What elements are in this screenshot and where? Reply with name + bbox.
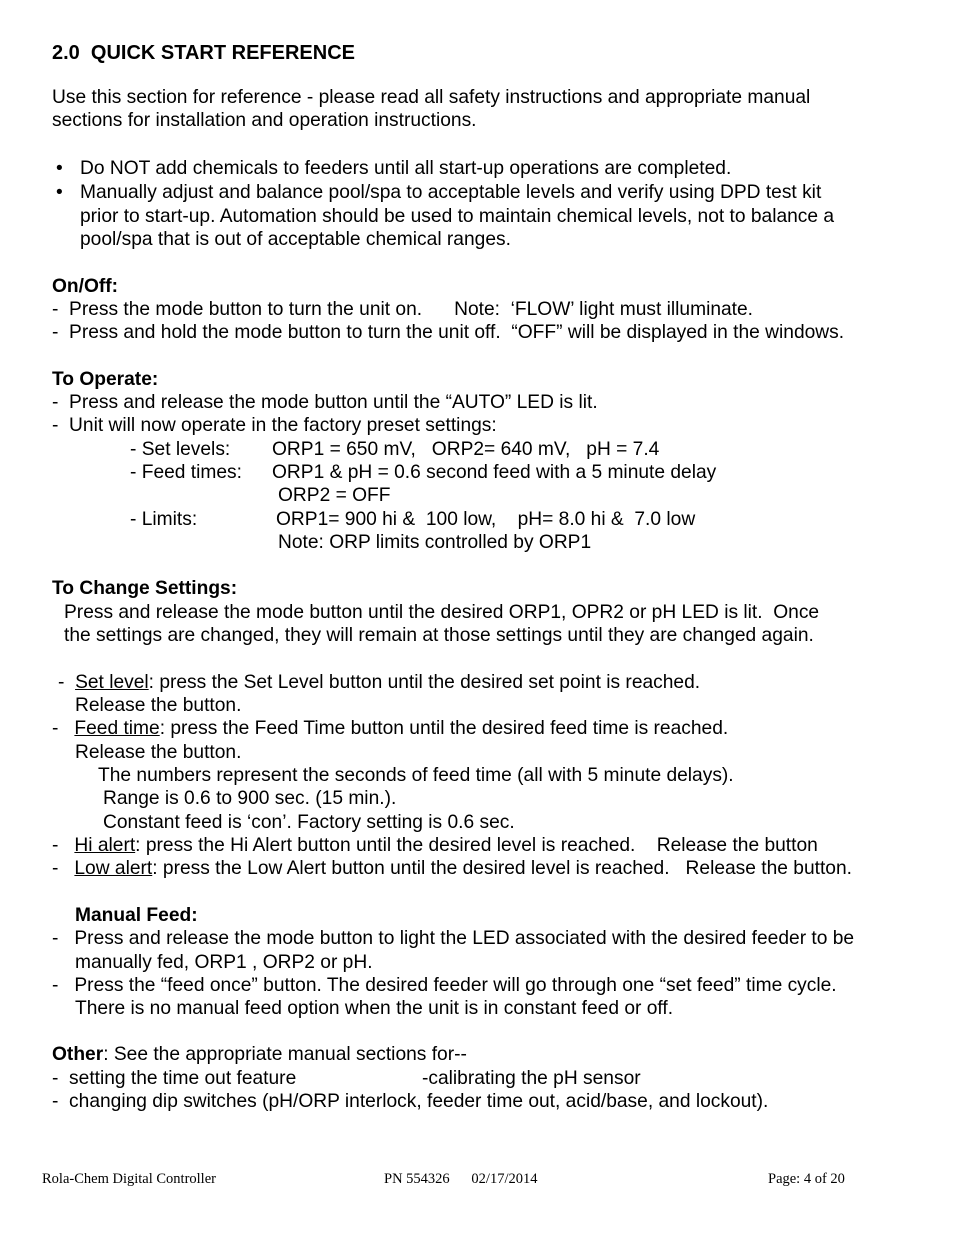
operate-line-2: - Unit will now operate in the factory preset settings: — [52, 415, 497, 436]
limits-value: ORP1= 900 hi & 100 low, pH= 8.0 hi & 7.0 low — [276, 509, 696, 530]
manual-line-1: - Press and release the mode button to light the LED associated with the desired feeder to be — [52, 928, 855, 949]
intro-line-1: Use this section for reference - please read all safety instructions and appropriate manual — [52, 87, 811, 108]
feed-time-term: Feed time — [74, 718, 160, 739]
other-text: : See the appropriate manual sections for-- — [103, 1044, 467, 1065]
hi-alert-prefix: - — [52, 835, 75, 856]
bullet-symbol: • — [56, 182, 63, 203]
low-alert-term: Low alert — [74, 858, 153, 879]
feed-time-cont: Release the button. — [75, 742, 242, 763]
feed-time-prefix: - — [52, 718, 75, 739]
feed-note-3: Constant feed is ‘con’. Factory setting is 0.6 sec. — [103, 812, 515, 833]
feed-time-item — [52, 717, 728, 740]
set-levels-value: ORP1 = 650 mV, ORP2= 640 mV, pH = 7.4 — [272, 439, 660, 460]
intro-line-2: sections for installation and operation instructions. — [52, 110, 477, 131]
manual-line-4: There is no manual feed option when the unit is in constant feed or off. — [75, 998, 674, 1019]
feed-times-value: ORP1 & pH = 0.6 second feed with a 5 minute delay — [272, 462, 717, 483]
limits-label: - Limits: — [130, 509, 198, 530]
hi-alert-text: : press the Hi Alert button until the desired level is reached. Release the button — [135, 835, 818, 856]
set-level-term: Set level — [75, 672, 149, 693]
bullet-item-2-line-1: Manually adjust and balance pool/spa to acceptable levels and verify using DPD test kit — [80, 182, 822, 203]
operate-title: To Operate: — [52, 369, 159, 390]
other-item-1-left: - setting the time out feature — [52, 1068, 297, 1089]
footer-center: PN 554326 02/17/2014 — [384, 1171, 538, 1187]
set-levels-label: - Set levels: — [130, 439, 231, 460]
bullet-item-2-line-2: prior to start-up. Automation should be used to maintain chemical levels, not to balance a — [80, 206, 835, 227]
onoff-line-1: - Press the mode button to turn the unit on. Note: ‘FLOW’ light must illuminate. — [52, 299, 754, 320]
section-heading: 2.0 QUICK START REFERENCE — [52, 42, 355, 64]
feed-time-text: : press the Feed Time button until the desired feed time is reached. — [159, 718, 729, 739]
feed-note-2: Range is 0.6 to 900 sec. (15 min.). — [103, 788, 397, 809]
manual-title: Manual Feed: — [75, 905, 198, 926]
bullet-item-1: Do NOT add chemicals to feeders until all start-up operations are completed. — [80, 158, 732, 179]
feed-note-1: The numbers represent the seconds of feed time (all with 5 minute delays). — [98, 765, 734, 786]
hi-alert-item — [52, 834, 818, 857]
bullet-symbol: • — [56, 158, 63, 179]
operate-line-1: - Press and release the mode button until the “AUTO” LED is lit. — [52, 392, 598, 413]
set-level-item — [58, 671, 700, 694]
manual-line-2: manually fed, ORP1 , ORP2 or pH. — [75, 952, 373, 973]
low-alert-text: : press the Low Alert button until the desired level is reached. Release the button. — [152, 858, 852, 879]
other-item-2: - changing dip switches (pH/ORP interlock, feeder time out, acid/base, and lockout). — [52, 1091, 769, 1112]
low-alert-item — [52, 857, 852, 880]
feed-times-label: - Feed times: — [130, 462, 242, 483]
manual-line-3: - Press the “feed once” button. The desired feeder will go through one “set feed” time cycle. — [52, 975, 837, 996]
onoff-line-2: - Press and hold the mode button to turn the unit off. “OFF” will be displayed in the windows. — [52, 322, 845, 343]
hi-alert-term: Hi alert — [74, 835, 136, 856]
other-line — [52, 1043, 467, 1066]
bullet-item-2-line-3: pool/spa that is out of acceptable chemical ranges. — [80, 229, 511, 250]
footer-left: Rola-Chem Digital Controller — [42, 1171, 216, 1187]
low-alert-prefix: - — [52, 858, 75, 879]
footer-page-number: Page: 4 of 20 — [768, 1171, 845, 1187]
change-line-2: the settings are changed, they will remain at those settings until they are changed again. — [64, 625, 814, 646]
other-title: Other — [52, 1044, 104, 1065]
limits-value-2: Note: ORP limits controlled by ORP1 — [278, 532, 592, 553]
set-level-cont: Release the button. — [75, 695, 242, 716]
other-item-1-right: -calibrating the pH sensor — [422, 1068, 641, 1089]
change-line-1: Press and release the mode button until the desired ORP1, OPR2 or pH LED is lit. Once — [64, 602, 820, 623]
set-level-prefix: - — [58, 672, 76, 693]
change-title: To Change Settings: — [52, 578, 238, 599]
feed-times-value-2: ORP2 = OFF — [278, 485, 391, 506]
set-level-text: : press the Set Level button until the desired set point is reached. — [148, 672, 701, 693]
onoff-title: On/Off: — [52, 276, 119, 297]
